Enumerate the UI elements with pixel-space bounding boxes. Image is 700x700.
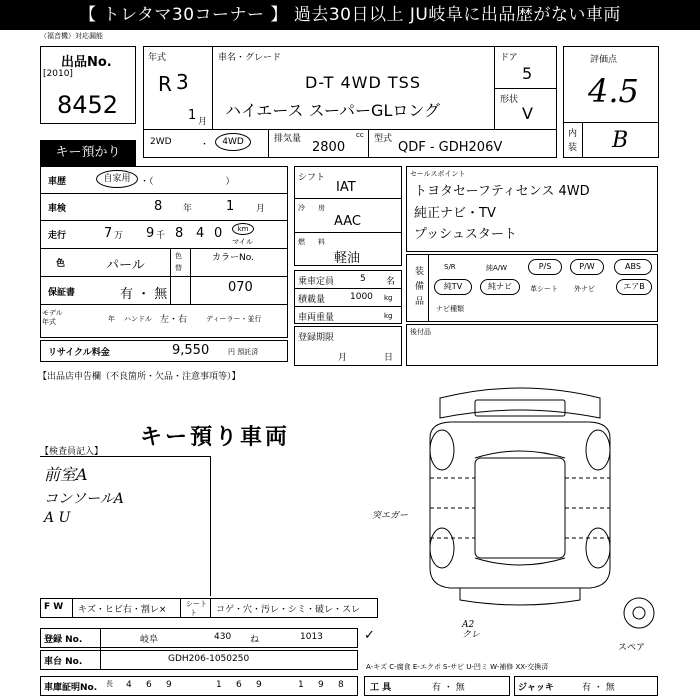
model-row-year: 年式 [42, 318, 56, 326]
registration-period-label: 登録期限 [298, 333, 335, 343]
lot-stamp: [2010] [43, 69, 73, 79]
equip-leather: 革シート [530, 285, 558, 293]
interior-value: B [612, 128, 629, 153]
jack-label: ジャッキ [518, 683, 554, 693]
key-held-badge: キー預かり [40, 140, 136, 166]
warranty-label: 保証書 [48, 288, 76, 298]
drive-4wd-circled: 4WD [215, 133, 251, 151]
mileage-sen: 9 [146, 226, 155, 241]
lot-number: 8452 [57, 91, 119, 119]
spare-label: スペア [618, 643, 646, 653]
jack-value: 有 ・ 無 [582, 683, 615, 693]
inspection-year: 8 [154, 199, 163, 214]
color-code-label: カラーNo. [212, 253, 254, 263]
inspector-note-1: 前室A [44, 465, 88, 484]
registration-period-month: 月 [338, 353, 348, 363]
color-code-value: 070 [228, 280, 253, 295]
interior-label-1: 内 [568, 129, 578, 139]
recycle-value: 9,550 [172, 343, 210, 358]
cert-digit-11: 8 [338, 680, 344, 690]
model-year: 3 [176, 70, 189, 94]
load-label: 積載量 [298, 295, 326, 305]
equip-navi-circled: 純ナビ [480, 279, 520, 295]
cert-digit-3: 9 [166, 680, 172, 690]
sales-point-line-2: 純正ナビ・TV [414, 206, 496, 221]
doors-label: ドア [500, 53, 518, 63]
tools-value: 有 ・ 無 [432, 683, 465, 693]
equip-alloy: 純A/W [486, 264, 508, 272]
cert-digit-0: 長 [106, 680, 113, 688]
capacity-unit: 名 [386, 277, 396, 287]
weight-unit: kg [384, 312, 393, 320]
score-label: 評価点 [590, 55, 618, 65]
banner-title: 【 トレタマ30コーナー 】 過去30日以上 JU岐阜に出品歴がない車両 [0, 0, 700, 30]
car-body-diagram [420, 378, 620, 608]
cert-digit-6: 6 [236, 680, 242, 690]
model-row-handle-value: 左・右 [160, 315, 188, 325]
sales-point-line-3: プッシュスタート [414, 227, 517, 242]
cert-label: 車庫証明No. [44, 683, 98, 693]
grade: D-T 4WD TSS [305, 73, 421, 92]
load-unit: kg [384, 294, 393, 302]
history-value: 自家用 [96, 170, 138, 188]
navi-type-label: ナビ種類 [436, 305, 464, 313]
check-mark: ✓ [364, 628, 375, 643]
diagram-note-rear: A2 クレ [462, 620, 481, 640]
history-rest: ・（ ） [140, 177, 235, 187]
fuel-label-2: 料 [318, 238, 325, 246]
color-change-2: 替 [175, 264, 182, 272]
interior-label-2: 装 [568, 143, 578, 153]
reg-class: 430 [214, 632, 232, 642]
cert-digit-1: 4 [126, 680, 132, 690]
car-name: ハイエース スーパーGLロング [225, 101, 441, 120]
mileage-digit-2: 4 [196, 226, 205, 241]
sales-point-line-1: トヨタセーフティセンス 4WD [414, 184, 590, 199]
mileage-unit-sen: 千 [156, 231, 166, 241]
inspection-label: 車検 [48, 204, 67, 214]
shift-label: シフト [298, 173, 326, 183]
shift-value: IAT [336, 180, 356, 195]
spare-tire-icon [622, 596, 656, 630]
aftermarket-box [406, 324, 658, 366]
month-suffix: 月 [198, 117, 208, 127]
tools-label: 工 具 [370, 683, 392, 693]
cert-digit-10: 9 [318, 680, 324, 690]
aftermarket-label: 後付品 [410, 328, 431, 336]
chassis-label: 車台 No. [44, 657, 83, 667]
load-value: 1000 [350, 292, 373, 302]
fw-label: F W [44, 602, 64, 612]
model-code-label: 型式 [374, 134, 393, 144]
lot-box [40, 46, 136, 124]
shape-value: V [522, 104, 533, 123]
color-change-1: 色 [175, 252, 182, 260]
diagram-note-side: 突エガー [372, 511, 409, 521]
equip-tv-circled: 純TV [434, 279, 472, 295]
mileage-unit-man: 万 [114, 231, 124, 241]
era: R [158, 72, 172, 96]
reg-kana: ね [250, 635, 260, 645]
fuel-value: 軽油 [334, 251, 361, 266]
model-row-model: モデル [42, 309, 63, 317]
reg-number-label: 登録 No. [44, 635, 83, 645]
drive-sep: ・ [200, 140, 210, 150]
mileage-man: 7 [104, 226, 113, 241]
inspection-year-unit: 年 [183, 204, 193, 214]
seller-notes-label: 【出品店申告欄（不良箇所・欠品・注意事項等）】 [38, 372, 241, 382]
mileage-digit-1: 8 [175, 226, 184, 241]
inspection-month: 1 [226, 199, 235, 214]
inspector-note-2: コンソールA [44, 491, 124, 507]
capacity-label: 乗車定員 [298, 277, 335, 287]
chassis-value: GDH206-1050250 [168, 654, 250, 664]
model-code-value: QDF - GDH206V [398, 140, 503, 155]
displacement-label: 排気量 [274, 134, 302, 144]
mileage-km-circled: km [232, 223, 254, 235]
model-month: 1 [188, 108, 197, 123]
sheet-label-1: シート [186, 600, 207, 608]
cert-digit-7: 9 [256, 680, 262, 690]
doors-value: 5 [522, 64, 533, 83]
key-held-title: キー預り車両 [140, 425, 291, 450]
capacity-value: 5 [360, 274, 366, 284]
lot-label: 出品No. [61, 55, 112, 70]
inspector-note-3: A U [44, 510, 71, 526]
recycle-unit: 円 預託済 [228, 348, 259, 356]
displacement-value: 2800 [312, 140, 346, 155]
registration-period-day: 日 [384, 353, 394, 363]
weight-label: 車両重量 [298, 313, 335, 323]
fuel-label-1: 燃 [298, 238, 305, 246]
aircon-value: AAC [334, 214, 361, 229]
mileage-mile: マイル [232, 238, 253, 246]
mileage-digit-3: 0 [214, 226, 223, 241]
equip-ps-circled: P/S [528, 259, 562, 275]
sales-point-label: セールスポイント [410, 170, 466, 178]
mileage-label: 走行 [48, 231, 67, 241]
model-row-dealer: ディーラー・並行 [206, 315, 262, 323]
equip-sr: S/R [444, 263, 456, 271]
name-grade-label: 車名・グレード [218, 53, 282, 63]
top-note: （福音機）対応漏能 [40, 32, 103, 40]
color-value: パール [106, 258, 145, 273]
reg-number-value: 1013 [300, 632, 323, 642]
reg-office: 岐阜 [140, 635, 159, 645]
displacement-unit: cc [356, 131, 364, 139]
equip-abs-circled: ABS [614, 259, 652, 275]
aircon-label-1: 冷 [298, 204, 305, 212]
equipment-label: 装備品 [413, 266, 423, 311]
equip-pw-circled: P/W [570, 259, 604, 275]
aircon-label-2: 房 [318, 204, 325, 212]
model-row-handle: ハンドル [124, 315, 152, 323]
inspector-label: 【検査員記入】 [40, 447, 104, 457]
model-row-nen: 年 [108, 315, 115, 323]
recycle-label: リサイクル料金 [48, 348, 110, 358]
color-label: 色 [56, 259, 66, 269]
fw-damage: キズ・ヒビ右・割レ× [78, 605, 167, 615]
equip-ext-navi: 外ナビ [574, 285, 595, 293]
inspection-month-unit: 月 [256, 204, 266, 214]
cert-digit-2: 6 [146, 680, 152, 690]
sheet-label-2: ト [190, 609, 197, 617]
cert-digit-9: 1 [298, 680, 304, 690]
model-year-label: 年式 [148, 53, 167, 63]
equip-airbag-circled: エアB [616, 279, 652, 295]
shape-label: 形状 [500, 95, 519, 105]
damage-legend: A-キズ C-腐食 E-エクボ S-サビ U-凹ミ W-補修 XX-交換済 [366, 663, 549, 671]
warranty-value: 有 ・ 無 [120, 287, 168, 302]
drive-2wd: 2WD [150, 137, 172, 147]
cert-digit-5: 1 [216, 680, 222, 690]
score-value: 4.5 [588, 72, 639, 110]
sheet-damage: コゲ・穴・汚レ・シミ・破レ・スレ [216, 605, 361, 615]
history-label: 車歴 [48, 177, 67, 187]
